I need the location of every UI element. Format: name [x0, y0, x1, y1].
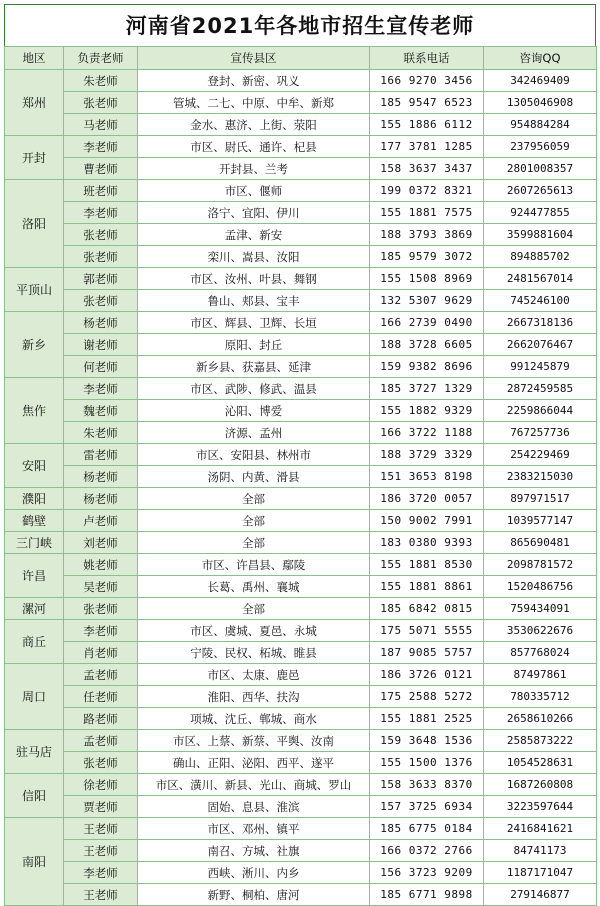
area-cell: 市区、上蔡、新蔡、平舆、汝南 — [138, 730, 370, 752]
phone-cell: 166 9270 3456 — [370, 70, 484, 92]
phone-cell: 183 0380 9393 — [370, 532, 484, 554]
region-cell: 许昌 — [5, 554, 64, 598]
table-row — [5, 554, 597, 576]
table-row — [5, 708, 597, 730]
table-row — [5, 576, 597, 598]
qq-cell: 237956059 — [484, 136, 597, 158]
phone-cell: 185 9579 3072 — [370, 246, 484, 268]
region-cell: 濮阳 — [5, 488, 64, 510]
table-row — [5, 510, 597, 532]
area-cell: 洛宁、宜阳、伊川 — [138, 202, 370, 224]
table-row — [5, 202, 597, 224]
area-cell: 全部 — [138, 532, 370, 554]
teacher-cell: 任老师 — [64, 686, 138, 708]
qq-cell: 924477855 — [484, 202, 597, 224]
area-cell: 市区、许昌县、鄢陵 — [138, 554, 370, 576]
teacher-cell: 肖老师 — [64, 642, 138, 664]
table-row — [5, 840, 597, 862]
teacher-cell: 刘老师 — [64, 532, 138, 554]
teacher-cell: 王老师 — [64, 884, 138, 906]
table-row — [5, 862, 597, 884]
area-cell: 市区、辉县、卫辉、长垣 — [138, 312, 370, 334]
table-row — [5, 532, 597, 554]
qq-cell: 2098781572 — [484, 554, 597, 576]
area-cell: 汤阴、内黄、滑县 — [138, 466, 370, 488]
area-cell: 新乡县、获嘉县、延津 — [138, 356, 370, 378]
region-cell: 郑州 — [5, 70, 64, 136]
teacher-cell: 郭老师 — [64, 268, 138, 290]
phone-cell: 188 3729 3329 — [370, 444, 484, 466]
recruitment-sheet — [4, 4, 596, 906]
teacher-table — [4, 46, 597, 906]
qq-cell: 865690481 — [484, 532, 597, 554]
phone-cell: 155 1508 8969 — [370, 268, 484, 290]
table-row — [5, 796, 597, 818]
phone-cell: 155 1881 7575 — [370, 202, 484, 224]
area-cell: 孟津、新安 — [138, 224, 370, 246]
region-cell: 洛阳 — [5, 180, 64, 268]
region-cell: 周口 — [5, 664, 64, 730]
qq-cell: 2416841621 — [484, 818, 597, 840]
table-row — [5, 70, 597, 92]
phone-cell: 156 3723 9209 — [370, 862, 484, 884]
teacher-cell: 徐老师 — [64, 774, 138, 796]
area-cell: 市区、虞城、夏邑、永城 — [138, 620, 370, 642]
region-cell: 安阳 — [5, 444, 64, 488]
teacher-cell: 杨老师 — [64, 312, 138, 334]
teacher-cell: 张老师 — [64, 290, 138, 312]
table-row — [5, 92, 597, 114]
area-cell: 市区、安阳县、林州市 — [138, 444, 370, 466]
teacher-cell: 魏老师 — [64, 400, 138, 422]
phone-cell: 150 9002 7991 — [370, 510, 484, 532]
area-cell: 南召、方城、社旗 — [138, 840, 370, 862]
teacher-cell: 张老师 — [64, 224, 138, 246]
region-cell: 信阳 — [5, 774, 64, 818]
phone-cell: 175 2588 5272 — [370, 686, 484, 708]
teacher-cell: 谢老师 — [64, 334, 138, 356]
area-cell: 市区、太康、鹿邑 — [138, 664, 370, 686]
area-cell: 全部 — [138, 488, 370, 510]
qq-cell: 2383215030 — [484, 466, 597, 488]
region-cell: 鹤壁 — [5, 510, 64, 532]
region-cell: 商丘 — [5, 620, 64, 664]
area-cell: 沁阳、博爱 — [138, 400, 370, 422]
qq-cell: 2658610266 — [484, 708, 597, 730]
teacher-cell: 张老师 — [64, 752, 138, 774]
qq-cell: 84741173 — [484, 840, 597, 862]
phone-cell: 185 6771 9898 — [370, 884, 484, 906]
page-title: 河南省2021年各地市招生宣传老师 — [4, 4, 596, 46]
table-row — [5, 400, 597, 422]
header-qq: 咨询QQ — [484, 47, 597, 70]
table-row — [5, 884, 597, 906]
teacher-cell: 孟老师 — [64, 664, 138, 686]
teacher-cell: 路老师 — [64, 708, 138, 730]
qq-cell: 87497861 — [484, 664, 597, 686]
area-cell: 固始、息县、淮滨 — [138, 796, 370, 818]
qq-cell: 2662076467 — [484, 334, 597, 356]
area-cell: 全部 — [138, 510, 370, 532]
qq-cell: 254229469 — [484, 444, 597, 466]
region-cell: 南阳 — [5, 818, 64, 906]
phone-cell: 158 3633 8370 — [370, 774, 484, 796]
phone-cell: 199 0372 8321 — [370, 180, 484, 202]
phone-cell: 188 3728 6605 — [370, 334, 484, 356]
teacher-cell: 马老师 — [64, 114, 138, 136]
qq-cell: 2585873222 — [484, 730, 597, 752]
phone-cell: 185 6775 0184 — [370, 818, 484, 840]
phone-cell: 157 3725 6934 — [370, 796, 484, 818]
table-row — [5, 268, 597, 290]
qq-cell: 745246100 — [484, 290, 597, 312]
area-cell: 市区、武陟、修武、温县 — [138, 378, 370, 400]
area-cell: 市区、汝州、叶县、舞钢 — [138, 268, 370, 290]
phone-cell: 166 0372 2766 — [370, 840, 484, 862]
table-row — [5, 114, 597, 136]
area-cell: 市区、邓州、镇平 — [138, 818, 370, 840]
teacher-cell: 班老师 — [64, 180, 138, 202]
area-cell: 全部 — [138, 598, 370, 620]
phone-cell: 185 3727 1329 — [370, 378, 484, 400]
qq-cell: 3223597644 — [484, 796, 597, 818]
phone-cell: 188 3793 3869 — [370, 224, 484, 246]
qq-cell: 767257736 — [484, 422, 597, 444]
area-cell: 淮阳、西华、扶沟 — [138, 686, 370, 708]
table-row — [5, 774, 597, 796]
table-row — [5, 664, 597, 686]
teacher-cell: 李老师 — [64, 202, 138, 224]
phone-cell: 166 3722 1188 — [370, 422, 484, 444]
phone-cell: 185 9547 6523 — [370, 92, 484, 114]
area-cell: 栾川、嵩县、汝阳 — [138, 246, 370, 268]
teacher-cell: 李老师 — [64, 136, 138, 158]
teacher-cell: 王老师 — [64, 840, 138, 862]
qq-cell: 897971517 — [484, 488, 597, 510]
table-row — [5, 752, 597, 774]
region-cell: 三门峡 — [5, 532, 64, 554]
header-region: 地区 — [5, 47, 64, 70]
table-row — [5, 642, 597, 664]
table-body — [5, 70, 597, 906]
phone-cell: 158 3637 3437 — [370, 158, 484, 180]
phone-cell: 155 1886 6112 — [370, 114, 484, 136]
qq-cell: 1687260808 — [484, 774, 597, 796]
phone-cell: 159 3648 1536 — [370, 730, 484, 752]
phone-cell: 177 3781 1285 — [370, 136, 484, 158]
table-row — [5, 356, 597, 378]
qq-cell: 2801008357 — [484, 158, 597, 180]
teacher-cell: 曹老师 — [64, 158, 138, 180]
qq-cell: 1039577147 — [484, 510, 597, 532]
area-cell: 市区、尉氏、通许、杞县 — [138, 136, 370, 158]
qq-cell: 1187171047 — [484, 862, 597, 884]
region-cell: 漯河 — [5, 598, 64, 620]
table-row — [5, 730, 597, 752]
teacher-cell: 孟老师 — [64, 730, 138, 752]
phone-cell: 132 5307 9629 — [370, 290, 484, 312]
table-row — [5, 378, 597, 400]
teacher-cell: 张老师 — [64, 92, 138, 114]
area-cell: 鲁山、郏县、宝丰 — [138, 290, 370, 312]
qq-cell: 759434091 — [484, 598, 597, 620]
table-row — [5, 158, 597, 180]
table-row — [5, 598, 597, 620]
region-cell: 新乡 — [5, 312, 64, 378]
qq-cell: 780335712 — [484, 686, 597, 708]
region-cell: 驻马店 — [5, 730, 64, 774]
phone-cell: 151 3653 8198 — [370, 466, 484, 488]
table-row — [5, 136, 597, 158]
teacher-cell: 李老师 — [64, 620, 138, 642]
area-cell: 项城、沈丘、郸城、商水 — [138, 708, 370, 730]
phone-cell: 155 1882 9329 — [370, 400, 484, 422]
phone-cell: 155 1881 2525 — [370, 708, 484, 730]
teacher-cell: 姚老师 — [64, 554, 138, 576]
qq-cell: 1054528631 — [484, 752, 597, 774]
teacher-cell: 李老师 — [64, 862, 138, 884]
area-cell: 开封县、兰考 — [138, 158, 370, 180]
qq-cell: 3530622676 — [484, 620, 597, 642]
teacher-cell: 张老师 — [64, 598, 138, 620]
qq-cell: 2667318136 — [484, 312, 597, 334]
region-cell: 开封 — [5, 136, 64, 180]
phone-cell: 159 9382 8696 — [370, 356, 484, 378]
teacher-cell: 朱老师 — [64, 422, 138, 444]
teacher-cell: 杨老师 — [64, 488, 138, 510]
phone-cell: 186 3726 0121 — [370, 664, 484, 686]
table-row — [5, 422, 597, 444]
header-phone: 联系电话 — [370, 47, 484, 70]
area-cell: 管城、二七、中原、中牟、新郑 — [138, 92, 370, 114]
area-cell: 登封、新密、巩义 — [138, 70, 370, 92]
qq-cell: 991245879 — [484, 356, 597, 378]
phone-cell: 166 2739 0490 — [370, 312, 484, 334]
table-row — [5, 180, 597, 202]
teacher-cell: 杨老师 — [64, 466, 138, 488]
header-area: 宣传县区 — [138, 47, 370, 70]
teacher-cell: 吴老师 — [64, 576, 138, 598]
teacher-cell: 卢老师 — [64, 510, 138, 532]
area-cell: 确山、正阳、泌阳、西平、遂平 — [138, 752, 370, 774]
area-cell: 金水、惠济、上街、荥阳 — [138, 114, 370, 136]
phone-cell: 155 1881 8861 — [370, 576, 484, 598]
area-cell: 长葛、禹州、襄城 — [138, 576, 370, 598]
qq-cell: 2872459585 — [484, 378, 597, 400]
teacher-cell: 张老师 — [64, 246, 138, 268]
header-teacher: 负责老师 — [64, 47, 138, 70]
header-row — [5, 47, 597, 70]
table-row — [5, 290, 597, 312]
phone-cell: 186 3720 0057 — [370, 488, 484, 510]
qq-cell: 2481567014 — [484, 268, 597, 290]
table-row — [5, 686, 597, 708]
qq-cell: 2607265613 — [484, 180, 597, 202]
teacher-cell: 朱老师 — [64, 70, 138, 92]
qq-cell: 857768024 — [484, 642, 597, 664]
phone-cell: 175 5071 5555 — [370, 620, 484, 642]
area-cell: 宁陵、民权、柘城、睢县 — [138, 642, 370, 664]
qq-cell: 279146877 — [484, 884, 597, 906]
table-row — [5, 224, 597, 246]
qq-cell: 954884284 — [484, 114, 597, 136]
table-row — [5, 246, 597, 268]
area-cell: 济源、孟州 — [138, 422, 370, 444]
teacher-cell: 王老师 — [64, 818, 138, 840]
area-cell: 市区、潢川、新县、光山、商城、罗山 — [138, 774, 370, 796]
table-row — [5, 466, 597, 488]
qq-cell: 894885702 — [484, 246, 597, 268]
table-row — [5, 620, 597, 642]
teacher-cell: 贾老师 — [64, 796, 138, 818]
qq-cell: 1305046908 — [484, 92, 597, 114]
area-cell: 新野、桐柏、唐河 — [138, 884, 370, 906]
area-cell: 市区、偃师 — [138, 180, 370, 202]
table-row — [5, 488, 597, 510]
qq-cell: 3599881604 — [484, 224, 597, 246]
area-cell: 西峡、淅川、内乡 — [138, 862, 370, 884]
table-row — [5, 334, 597, 356]
teacher-cell: 雷老师 — [64, 444, 138, 466]
qq-cell: 342469409 — [484, 70, 597, 92]
table-row — [5, 444, 597, 466]
phone-cell: 155 1500 1376 — [370, 752, 484, 774]
table-row — [5, 818, 597, 840]
qq-cell: 1520486756 — [484, 576, 597, 598]
teacher-cell: 何老师 — [64, 356, 138, 378]
phone-cell: 185 6842 0815 — [370, 598, 484, 620]
region-cell: 平顶山 — [5, 268, 64, 312]
phone-cell: 187 9085 5757 — [370, 642, 484, 664]
phone-cell: 155 1881 8530 — [370, 554, 484, 576]
table-row — [5, 312, 597, 334]
area-cell: 原阳、封丘 — [138, 334, 370, 356]
region-cell: 焦作 — [5, 378, 64, 444]
qq-cell: 2259866044 — [484, 400, 597, 422]
teacher-cell: 李老师 — [64, 378, 138, 400]
